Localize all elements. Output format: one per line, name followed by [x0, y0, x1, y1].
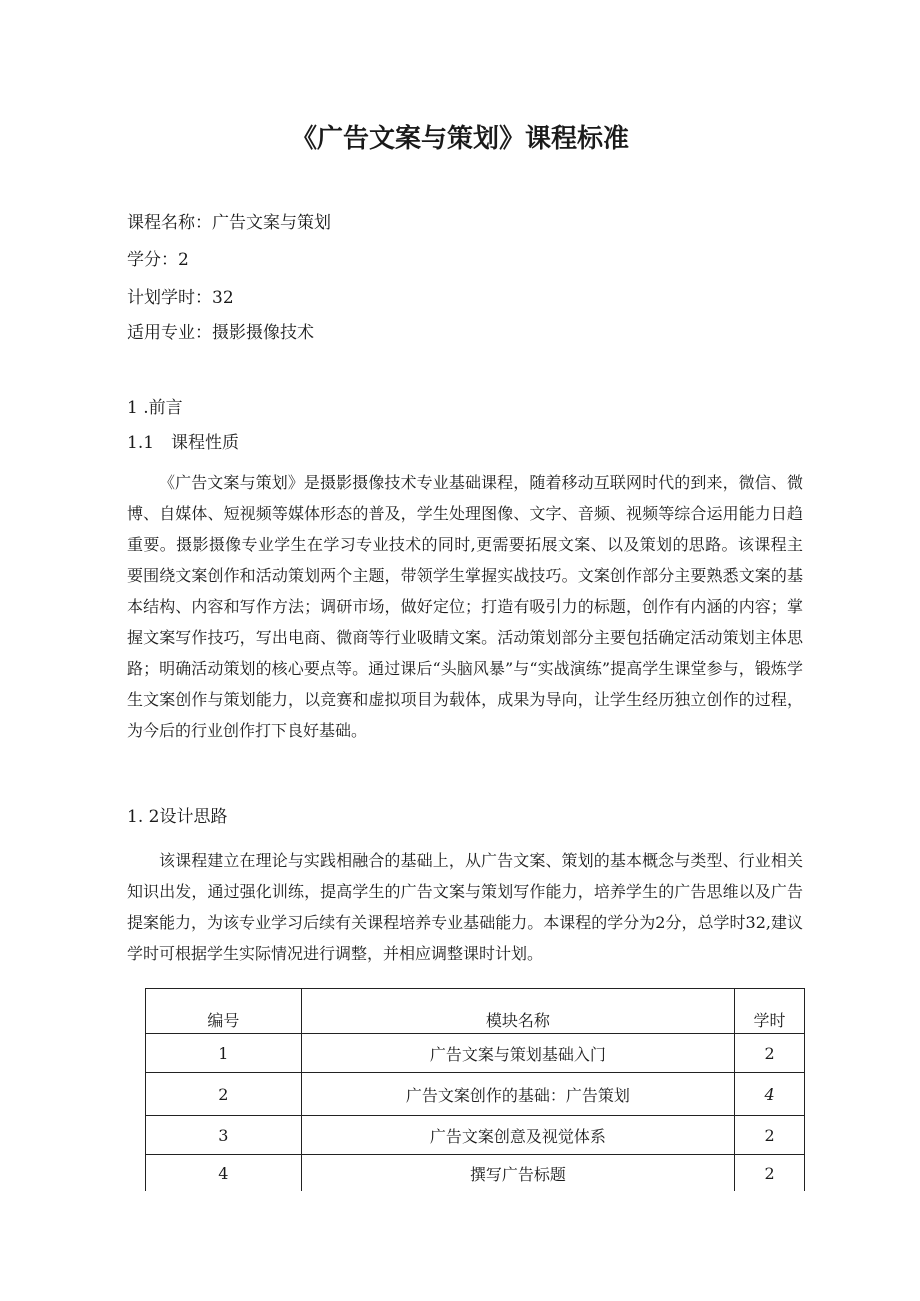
cell-number: 4	[146, 1155, 302, 1192]
header-number: 编号	[146, 989, 302, 1034]
design-heading: 1. 2设计思路	[127, 807, 228, 827]
cell-number: 2	[146, 1073, 302, 1116]
cell-number: 1	[146, 1034, 302, 1073]
table-header-row	[146, 989, 805, 1034]
cell-number: 3	[146, 1116, 302, 1155]
cell-module-name: 撰写广告标题	[301, 1155, 734, 1192]
table-row	[146, 1073, 805, 1116]
cell-module-name: 广告文案与策划基础入门	[301, 1034, 734, 1073]
table-row	[146, 1155, 805, 1192]
cell-hours: 2	[735, 1034, 805, 1073]
table-row	[146, 1034, 805, 1073]
course-credits: 学分：2	[127, 250, 189, 270]
course-major: 适用专业：摄影摄像技术	[127, 323, 314, 343]
course-hours: 计划学时：32	[127, 288, 234, 308]
cell-hours: 4	[735, 1073, 805, 1116]
cell-module-name: 广告文案创意及视觉体系	[301, 1116, 734, 1155]
cell-module-name: 广告文案创作的基础：广告策划	[301, 1073, 734, 1116]
preface-heading: 1 .前言	[127, 398, 183, 418]
module-table	[145, 988, 805, 1191]
course-name: 课程名称：广告文案与策划	[127, 213, 331, 233]
nature-heading: 1.1 课程性质	[127, 433, 240, 453]
document-title: 《广告文案与策划》课程标准	[290, 124, 629, 154]
header-module-name: 模块名称	[301, 989, 734, 1034]
cell-hours: 2	[735, 1116, 805, 1155]
nature-paragraph: 《广告文案与策划》是摄影摄像技术专业基础课程，随着移动互联网时代的到来，微信、微博、自媒体、短视频等媒体形态的普及，学生处理图像、文字、音频、视频等综合运用能力日趋重要。摄影摄像专业学生在学习专业技术的同时,更需要拓展文案、以及策划的思路。该课程主要围绕文案创作和活动策划两个主题，带领学生掌握实战技巧。文案创作部分主要熟悉文案的基本结构、内容和写作方法；调研市场，做好定位；打造有吸引力的标题，创作有内涵的内容；掌握文案写作技巧，写出电商、微商等行业吸睛文案。活动策划部分主要包括确定活动策划主体思路；明确活动策划的核心要点等。通过课后“头脑风暴”与“实战演练”提高学生课堂参与，锻炼学生文案创作与策划能力，以竞赛和虚拟项目为载体，成果为导向，让学生经历独立创作的过程，为今后的行业创作打下良好基础。	[127, 473, 803, 740]
cell-hours: 2	[735, 1155, 805, 1192]
design-paragraph: 该课程建立在理论与实践相融合的基础上，从广告文案、策划的基本概念与类型、行业相关知识出发，通过强化训练，提高学生的广告文案与策划写作能力，培养学生的广告思维以及广告提案能力，为该专业学习后续有关课程培养专业基础能力。本课程的学分为2分，总学时32,建议学时可根据学生实际情况进行调整，并相应调整课时计划。	[127, 851, 803, 963]
table-row	[146, 1116, 805, 1155]
header-hours: 学时	[735, 989, 805, 1034]
